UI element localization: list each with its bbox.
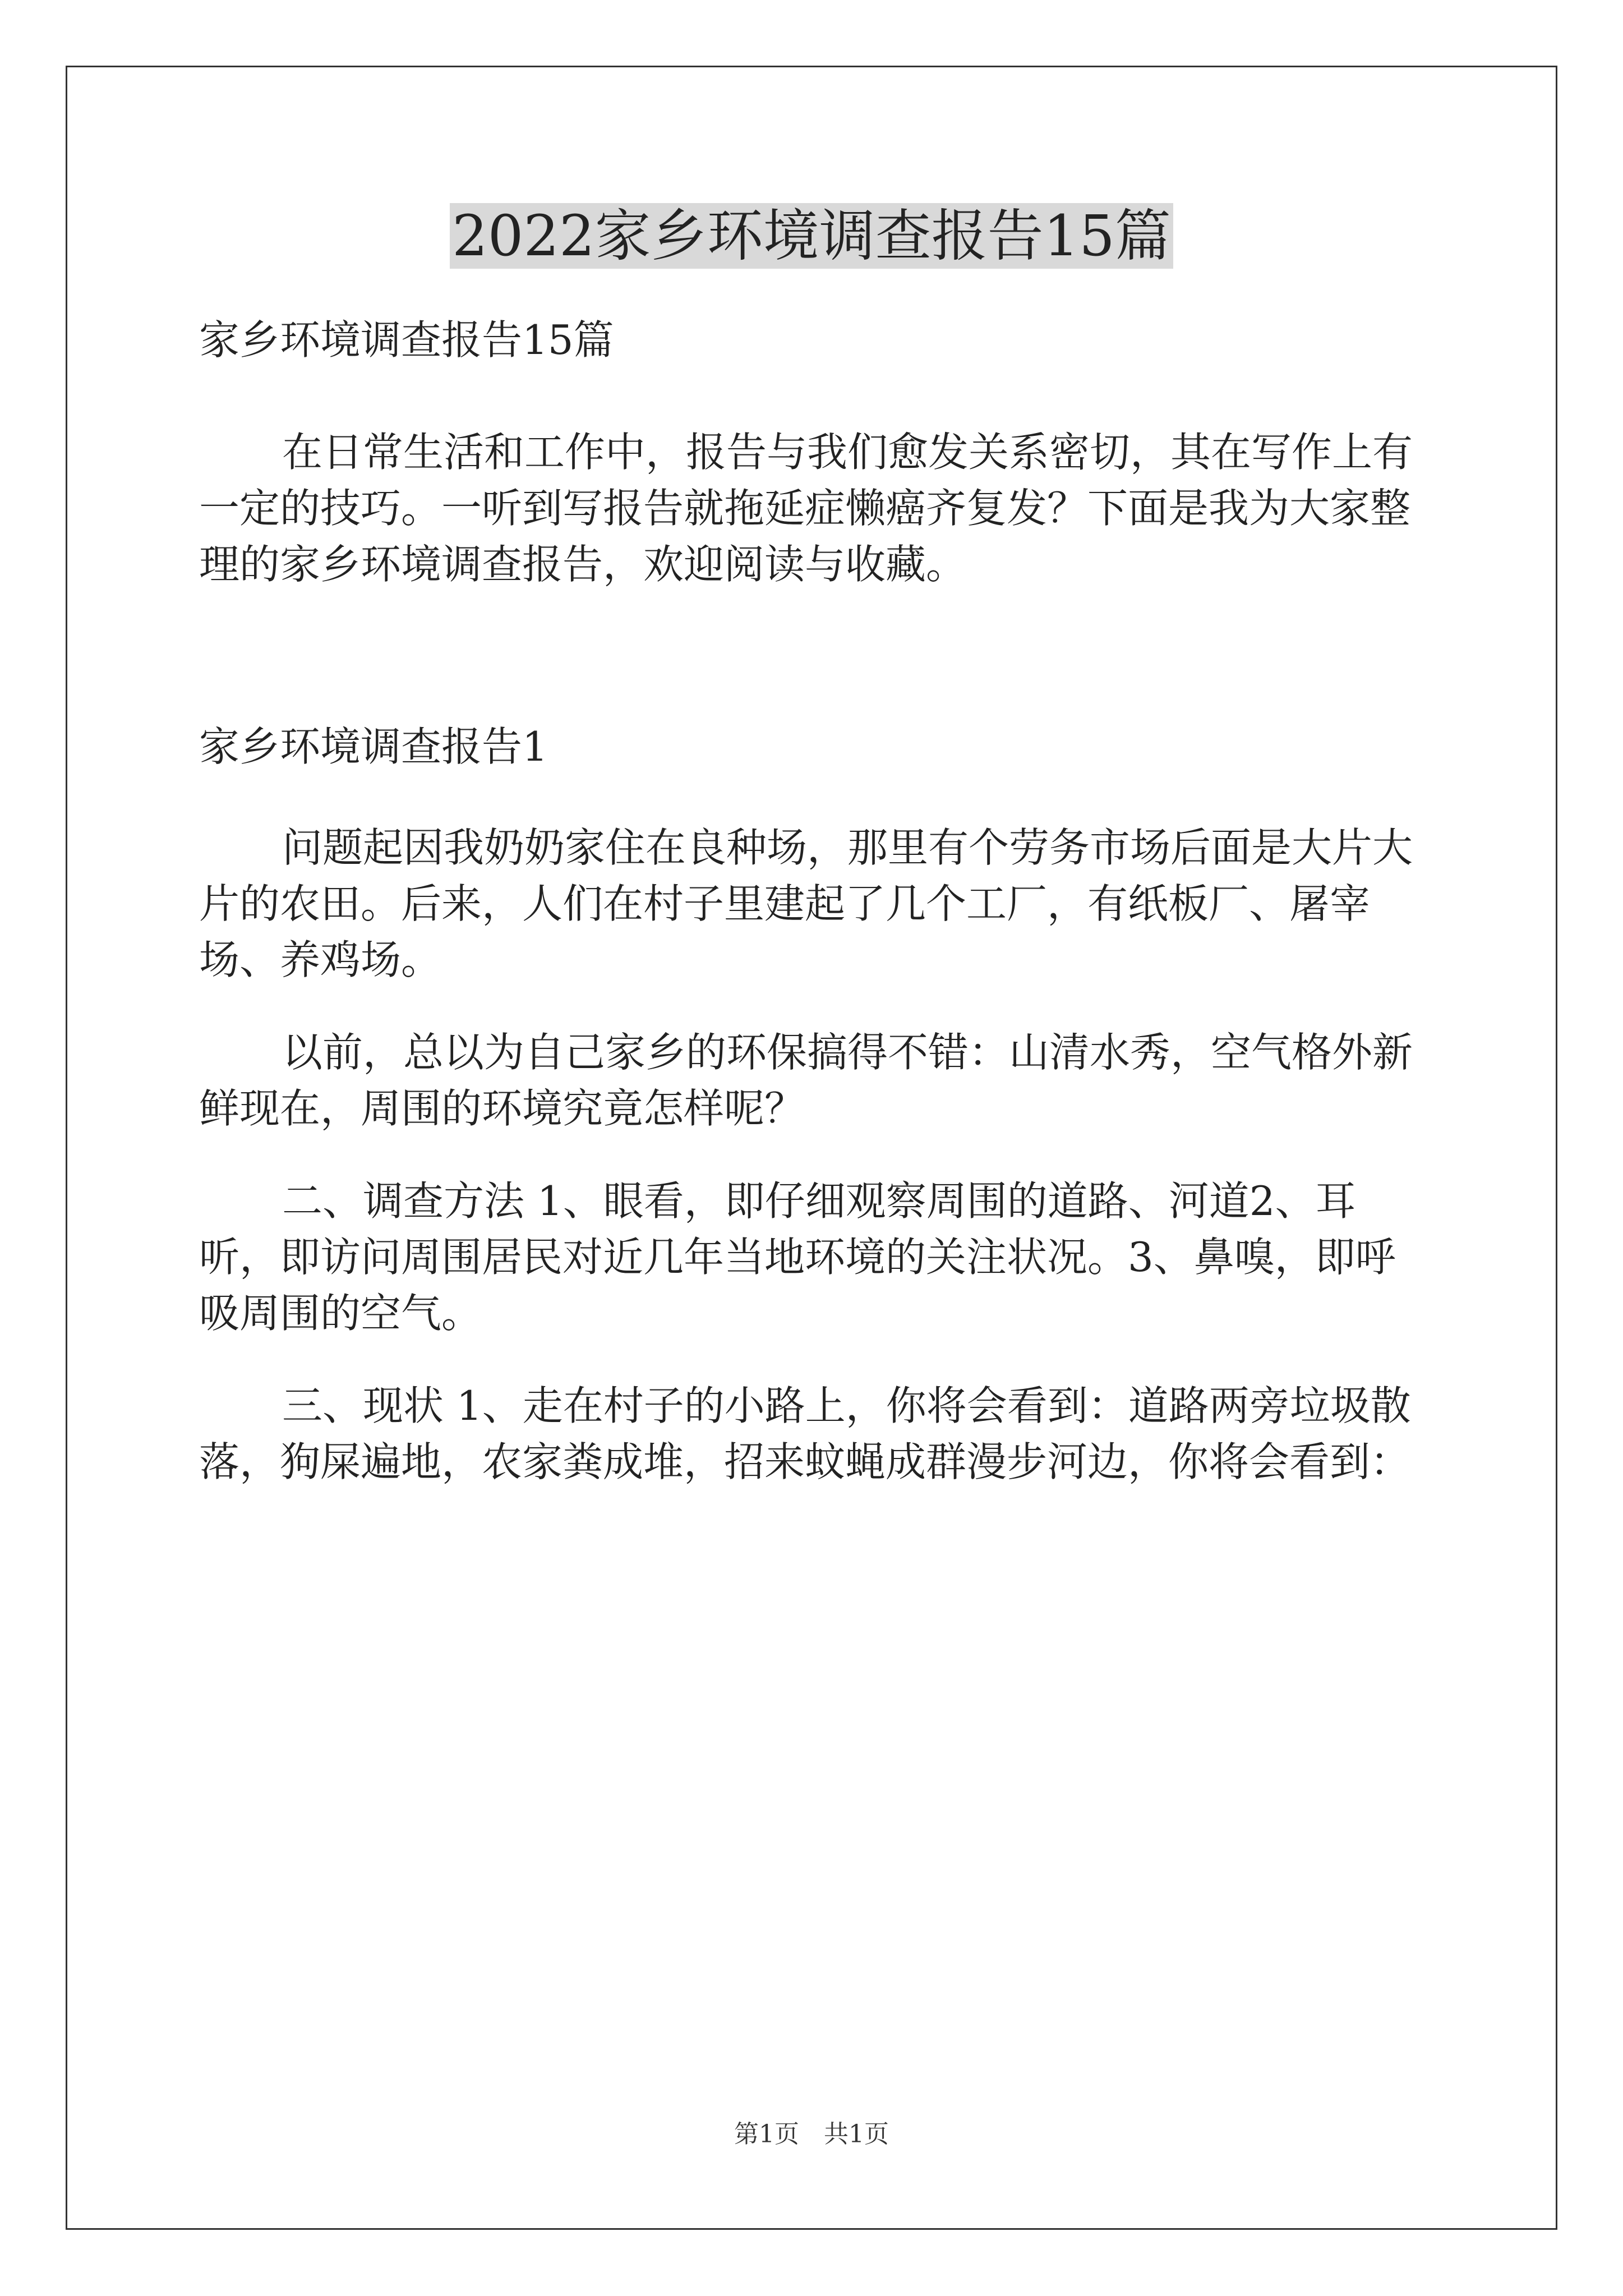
body-paragraph: 以前，总以为自己家乡的环保搞得不错：山清水秀，空气格外新鲜现在，周围的环境究竟怎样呢？ [199,1029,1413,1132]
document-title-text: 2022家乡环境调查报告15篇 [450,203,1173,269]
body-paragraph: 三、现状 1、走在村子的小路上，你将会看到：道路两旁垃圾散落，狗屎遍地，农家粪成堆，招来蚊蝇成群漫步河边，你将会看到： [199,1382,1411,1485]
document-body [199,312,1433,1490]
document-subtitle: 家乡环境调查报告15篇 [199,316,614,364]
body-paragraph: 二、调查方法 1、眼看，即仔细观察周围的道路、河道2、耳听，即访问周围居民对近几年当地环境的关注状况。3、鼻嗅，即呼吸周围的空气。 [199,1177,1396,1337]
page-footer: 第1页 共1页 [734,2120,889,2148]
body-paragraph: 问题起因我奶奶家住在良种场，那里有个劳务市场后面是大片大片的农田。后来，人们在村子里建起了几个工厂，有纸板厂、屠宰场、养鸡场。 [199,824,1413,983]
intro-paragraph: 在日常生活和工作中，报告与我们愈发关系密切，其在写作上有一定的技巧。一听到写报告就拖延症懒癌齐复发？下面是我为大家整理的家乡环境调查报告，欢迎阅读与收藏。 [199,429,1413,588]
section-heading: 家乡环境调查报告1 [199,723,548,770]
document-title [0,200,1623,273]
